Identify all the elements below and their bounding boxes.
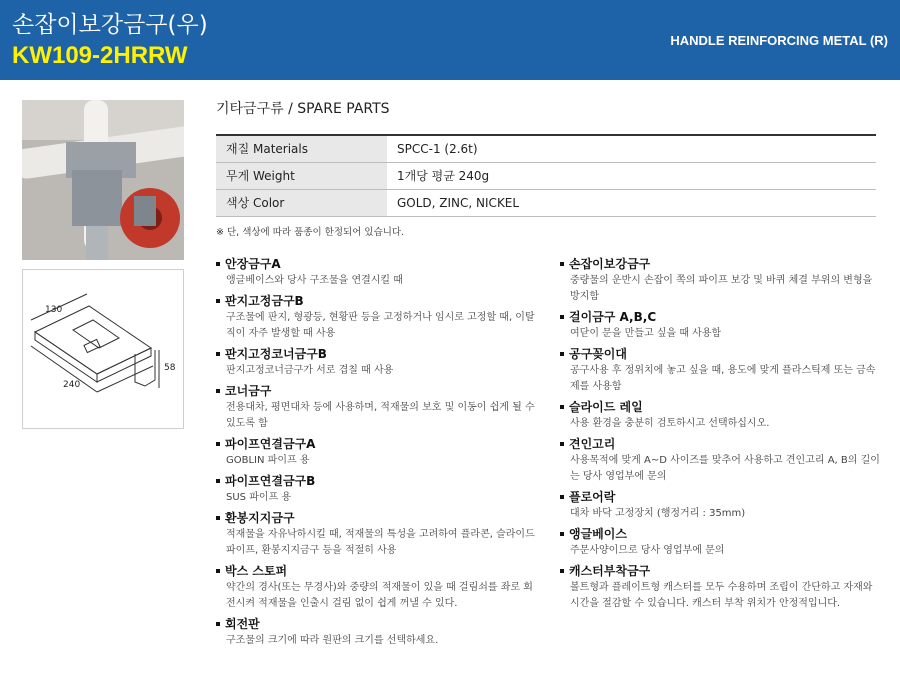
section-title: 기타금구류 / SPARE PARTS	[216, 101, 390, 117]
bullet-icon	[216, 299, 220, 303]
spec-label: 색상 Color	[216, 189, 387, 216]
item-title: 캐스터부착금구	[569, 564, 651, 578]
bullet-icon	[560, 532, 564, 536]
parts-list-right	[560, 256, 880, 612]
parts-list-left	[216, 256, 536, 649]
bullet-icon	[216, 262, 220, 266]
list-item	[216, 383, 536, 432]
list-item	[560, 436, 880, 485]
item-title: 회전판	[225, 617, 260, 631]
item-title: 견인고리	[569, 437, 616, 451]
item-title: 걸이금구 A,B,C	[569, 310, 657, 324]
list-item	[216, 510, 536, 559]
list-item	[560, 256, 880, 305]
table-row	[216, 162, 876, 189]
list-item	[216, 346, 536, 379]
list-item	[560, 399, 880, 432]
spec-value: 1개당 평균 240g	[397, 169, 490, 183]
spec-value: GOLD, ZINC, NICKEL	[397, 195, 520, 210]
list-item	[216, 616, 536, 649]
item-title: 코너금구	[225, 384, 272, 398]
item-description: 앵글베이스와 당사 구조물을 연결시킬 때	[226, 275, 403, 286]
table-row	[216, 135, 876, 162]
item-description: SUS 파이프 용	[226, 492, 292, 503]
bullet-icon	[560, 405, 564, 409]
item-description: 공구사용 후 정위치에 놓고 싶을 때, 용도에 맞게 플라스틱제 또는 금속제를 사용함	[570, 365, 876, 392]
spec-label: 재질 Materials	[216, 135, 387, 162]
list-item	[560, 309, 880, 342]
bullet-icon	[560, 352, 564, 356]
bullet-icon	[560, 315, 564, 319]
list-item	[216, 473, 536, 506]
bullet-icon	[216, 479, 220, 483]
bullet-icon	[216, 352, 220, 356]
item-title: 공구꽂이대	[569, 347, 627, 361]
item-description: 사용목적에 맞게 A~D 사이즈를 맞추어 사용하고 견인고리 A, B의 길이는 당사 영업부에 문의	[570, 455, 880, 482]
bullet-icon	[216, 389, 220, 393]
item-title: 판지고정금구B	[225, 294, 304, 308]
item-description: 여닫이 문을 만들고 싶을 때 사용함	[570, 328, 722, 339]
item-description: GOBLIN 파이프 용	[226, 455, 310, 466]
item-description: 대차 바닥 고정장치 (행정거리 : 35mm)	[570, 508, 746, 519]
item-description: 적재물을 자유낙하시킬 때, 적재물의 특성을 고려하여 플라콘, 슬라이드 파이프, 환봉지지금구 등을 적절히 사용	[226, 529, 535, 556]
item-description: 약간의 경사(또는 무경사)와 중량의 적재물이 있을 때 걸림쇠를 좌로 회전시켜 적재물을 인출시 걸림 없이 쉽게 꺼낼 수 있다.	[226, 582, 533, 609]
technical-drawing	[22, 269, 184, 429]
list-item	[560, 563, 880, 612]
list-item	[560, 346, 880, 395]
product-title-english: HANDLE REINFORCING METAL (R)	[670, 33, 888, 48]
bullet-icon	[216, 622, 220, 626]
header-banner	[0, 0, 900, 80]
item-title: 파이프연결금구B	[225, 474, 316, 488]
bullet-icon	[560, 569, 564, 573]
bullet-icon	[560, 495, 564, 499]
item-title: 손잡이보강금구	[569, 257, 651, 271]
spec-table	[216, 134, 876, 217]
item-description: 구조물에 판지, 형광등, 현황판 등을 고정하거나 임시로 고정할 때, 이탈직이 자주 발생할 때 사용	[226, 312, 535, 339]
dimension-240: 240	[63, 380, 81, 390]
list-item	[216, 436, 536, 469]
list-item	[216, 256, 536, 289]
item-title: 판지고정코너금구B	[225, 347, 327, 361]
item-title: 슬라이드 레일	[569, 400, 643, 414]
bullet-icon	[560, 262, 564, 266]
item-description: 중량물의 운반시 손잡이 쪽의 파이프 보강 및 바퀴 체결 부위의 변형을 방지함	[570, 275, 873, 302]
item-description: 주문사양이므로 당사 영업부에 문의	[570, 545, 725, 556]
spec-value: SPCC-1 (2.6t)	[397, 141, 478, 156]
item-title: 파이프연결금구A	[225, 437, 316, 451]
table-row	[216, 189, 876, 216]
item-title: 안장금구A	[225, 257, 281, 271]
bullet-icon	[216, 516, 220, 520]
item-description: 전용대차, 평면대차 등에 사용하며, 적재물의 보호 및 이동이 쉽게 될 수 있도록 함	[226, 402, 535, 429]
dimension-130: 130	[45, 305, 63, 315]
item-title: 플로어락	[569, 490, 616, 504]
item-title: 박스 스토퍼	[225, 564, 288, 578]
item-title: 앵글베이스	[569, 527, 627, 541]
product-code: KW109-2HRRW	[12, 42, 188, 69]
list-item	[560, 526, 880, 559]
dimension-58: 58	[164, 363, 176, 373]
bullet-icon	[560, 442, 564, 446]
list-item	[216, 293, 536, 342]
product-title: 손잡이보강금구(우)	[12, 12, 208, 38]
list-item	[560, 489, 880, 522]
bullet-icon	[216, 442, 220, 446]
item-description: 사용 환경을 충분히 검토하시고 선택하십시오.	[570, 418, 770, 429]
list-item	[216, 563, 536, 612]
spec-label: 무게 Weight	[216, 162, 387, 189]
item-title: 환봉지지금구	[225, 511, 295, 525]
product-photo	[22, 100, 184, 260]
item-description: 볼트형과 플레이트형 캐스터를 모두 수용하며 조립이 간단하고 자재와 시간을 절감할 수 있습니다. 캐스터 부착 위치가 안정적입니다.	[570, 582, 873, 609]
bullet-icon	[216, 569, 220, 573]
color-note: ※ 단, 색상에 따라 품종이 한정되어 있습니다.	[216, 227, 405, 238]
item-description: 판지고정코너금구가 서로 겹칠 때 사용	[226, 365, 394, 376]
item-description: 구조물의 크기에 따라 원판의 크기를 선택하세요.	[226, 635, 439, 646]
